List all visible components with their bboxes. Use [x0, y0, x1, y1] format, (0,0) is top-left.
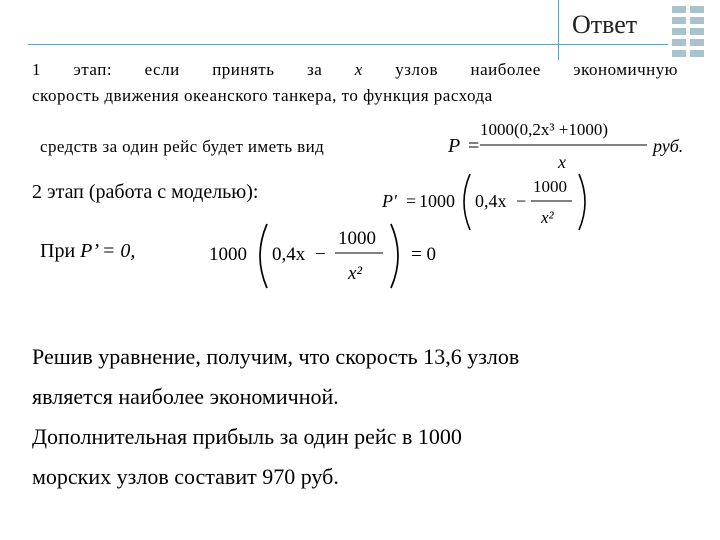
- formula3-numerator: 1000: [338, 228, 376, 249]
- conclusion-line: морских узлов составит 970 руб.: [32, 464, 339, 489]
- formula3-minus: −: [315, 244, 326, 265]
- formula3-term: 0,4x: [272, 244, 306, 265]
- formula2-numerator: 1000: [533, 177, 567, 196]
- right-paren: [391, 224, 398, 288]
- step1-line2: скорость движения океанского танкера, то функция расхода: [32, 86, 493, 105]
- step1-line1: [32, 57, 678, 83]
- formula3-rhs: = 0: [411, 244, 436, 265]
- step2-label: 2 этап (работа с моделью):: [32, 181, 259, 203]
- word-variable: x: [354, 60, 363, 79]
- formula1-denominator: x: [558, 152, 566, 172]
- word: наиболее: [470, 60, 541, 79]
- title-vertical-rule: [558, 0, 559, 60]
- word: экономичную: [573, 60, 678, 79]
- word: 1: [32, 60, 41, 79]
- formula3-coef: 1000: [209, 244, 247, 265]
- conclusion-line: Решив уравнение, получим, что скорость 13,6 узлов: [32, 344, 520, 369]
- formula2-minus: −: [516, 191, 527, 211]
- formula2-denominator: x²: [541, 208, 554, 227]
- condition-prefix: При: [40, 240, 81, 262]
- word: принять: [212, 60, 275, 79]
- right-paren: [579, 174, 585, 230]
- left-paren: [464, 174, 470, 230]
- word: если: [144, 60, 180, 79]
- word: этап:: [73, 60, 113, 79]
- condition-variable: P’ = 0,: [80, 240, 136, 262]
- formula2-eq: =: [406, 191, 417, 211]
- word: узлов: [395, 60, 439, 79]
- title-divider: [28, 44, 668, 45]
- formula2-term: 0,4x: [475, 191, 507, 211]
- step1-paragraph: [32, 57, 678, 109]
- left-paren: [260, 224, 267, 288]
- formula3-denominator: x²: [348, 263, 363, 284]
- formula2-lhs: P′: [382, 191, 397, 211]
- condition-label: [40, 240, 135, 263]
- equation-formula: [205, 220, 455, 292]
- formula1-numerator: 1000(0,2x³ +1000): [480, 120, 609, 139]
- formula1-eq: =: [468, 135, 480, 157]
- slide-title: Ответ: [572, 10, 638, 39]
- formula1-unit: руб.: [653, 136, 684, 156]
- step1-line3: средств за один рейс будет иметь вид: [40, 137, 325, 156]
- conclusion-line: Дополнительная прибыль за один рейс в 1000: [32, 424, 462, 449]
- formula2-coef: 1000: [419, 191, 455, 211]
- conclusion-line: является наиболее экономичной.: [32, 384, 339, 409]
- formula1-lhs: P: [448, 135, 461, 157]
- conclusion-paragraph: [32, 337, 519, 497]
- word: за: [306, 60, 323, 79]
